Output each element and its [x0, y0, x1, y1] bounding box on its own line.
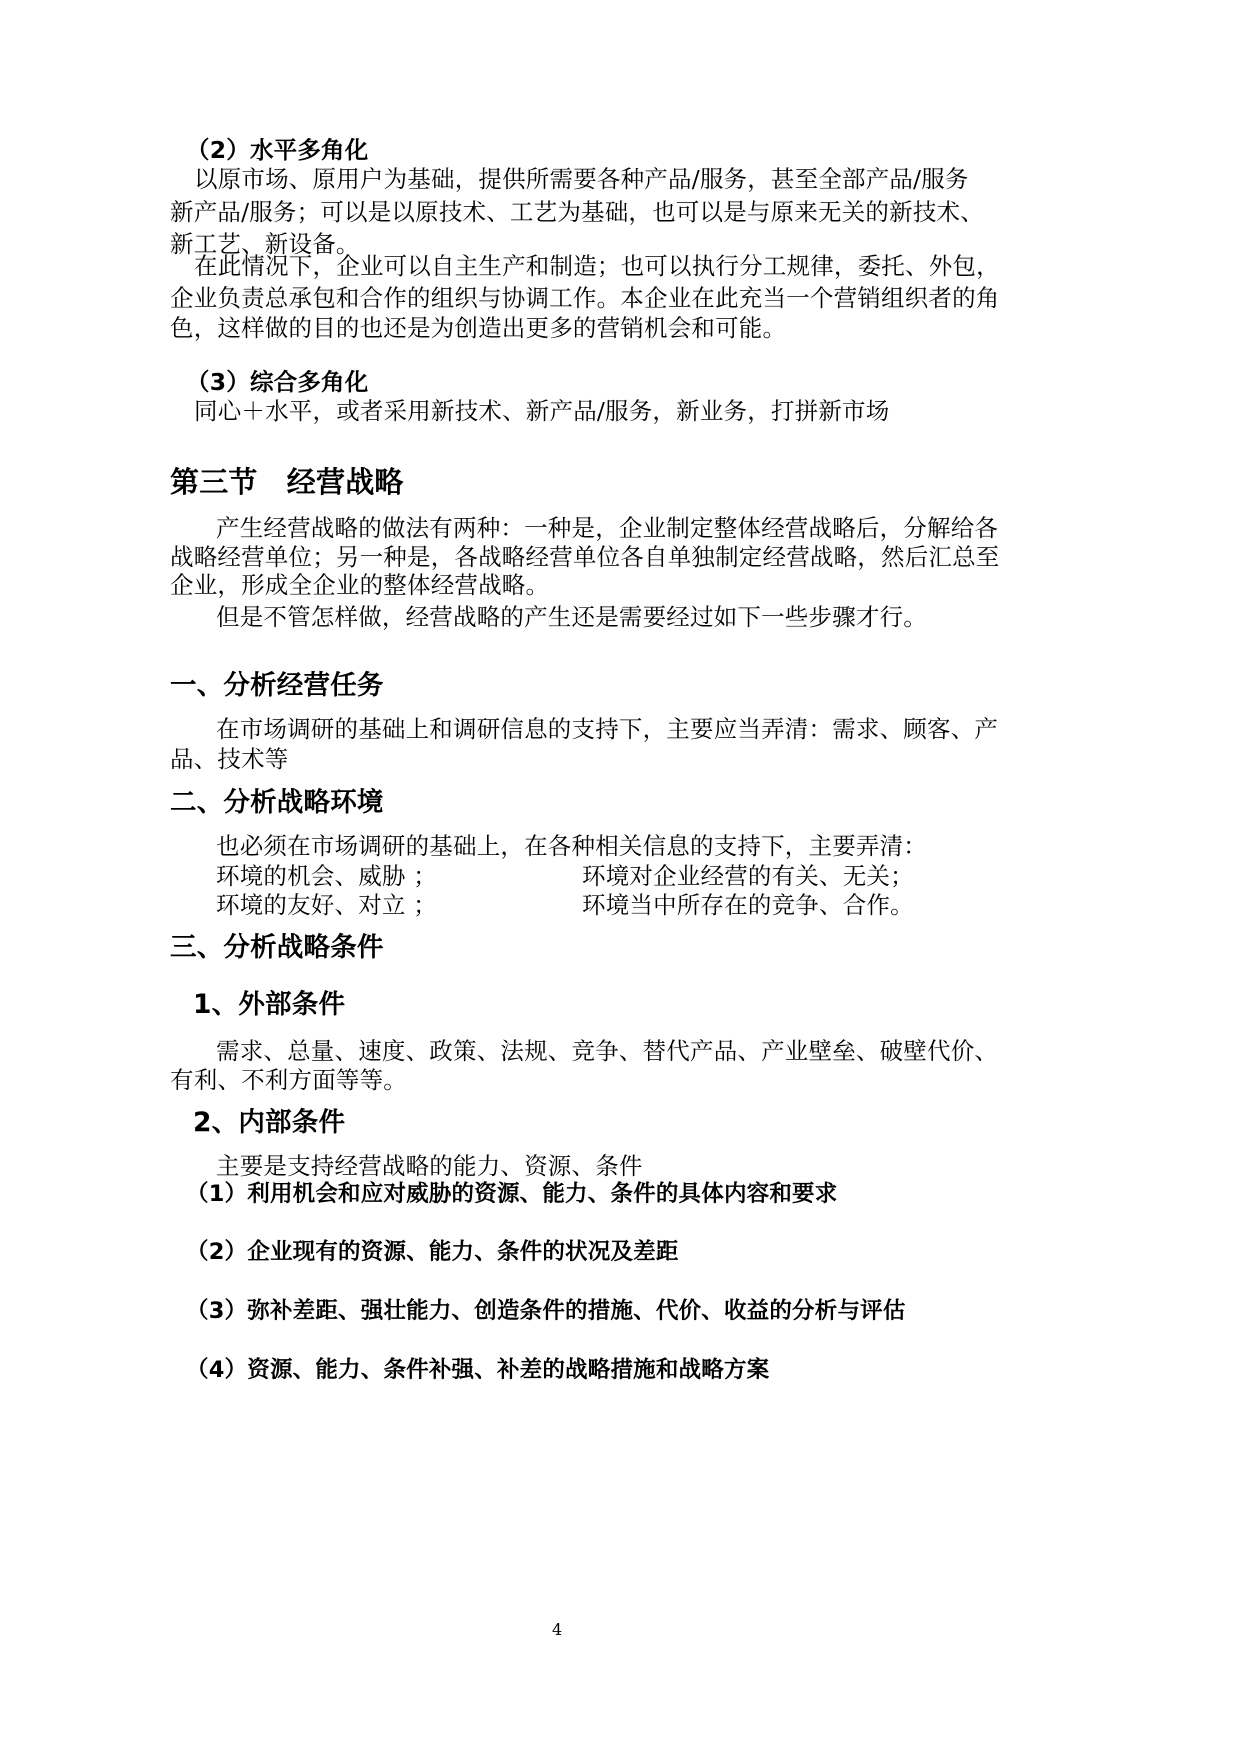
paragraph-line: 以原市场、原用户为基础，提供所需要各种产品/服务，甚至全部产品/服务 [194, 165, 969, 193]
heading-analyze-business-mission: 一、分析经营任务 [170, 670, 384, 701]
paragraph-line: 在市场调研的基础上和调研信息的支持下，主要应当弄清：需求、顾客、产 [216, 715, 999, 743]
paragraph-line: 产生经营战略的做法有两种：一种是，企业制定整体经营战略后，分解给各 [216, 514, 999, 542]
subsection-heading-horizontal-diversification: （2）水平多角化 [186, 136, 369, 164]
subsection-heading-comprehensive-diversification: （3）综合多角化 [186, 368, 369, 396]
paragraph-line: 战略经营单位；另一种是，各战略经营单位各自单独制定经营战略，然后汇总至 [170, 543, 1000, 571]
environment-item: 环境对企业经营的有关、无关； [582, 862, 914, 890]
heading-internal-conditions: 2、内部条件 [193, 1107, 346, 1138]
internal-condition-item: （4）资源、能力、条件补强、补差的战略措施和战略方案 [186, 1357, 770, 1383]
paragraph-line: 需求、总量、速度、政策、法规、竞争、替代产品、产业壁垒、破壁代价、 [216, 1037, 999, 1065]
heading-external-conditions: 1、外部条件 [193, 989, 346, 1020]
paragraph-line: 色，这样做的目的也还是为创造出更多的营销机会和可能。 [170, 314, 787, 342]
environment-item: 环境当中所存在的竞争、合作。 [582, 891, 914, 919]
internal-condition-item: （1）利用机会和应对威胁的资源、能力、条件的具体内容和要求 [186, 1181, 838, 1207]
heading-analyze-strategic-conditions: 三、分析战略条件 [170, 932, 384, 963]
paragraph-line: 同心＋水平，或者采用新技术、新产品/服务，新业务，打拼新市场 [194, 397, 890, 425]
environment-item: 环境的机会、威胁 ； [216, 862, 437, 890]
internal-condition-item: （3）弥补差距、强壮能力、创造条件的措施、代价、收益的分析与评估 [186, 1298, 906, 1324]
heading-analyze-strategic-environment: 二、分析战略环境 [170, 787, 384, 818]
paragraph-line: 企业，形成全企业的整体经营战略。 [170, 571, 550, 599]
section-title: 第三节 经营战略 [170, 465, 404, 499]
paragraph-line: 新产品/服务；可以是以原技术、工艺为基础，也可以是与原来无关的新技术、 [170, 198, 984, 226]
paragraph-line: 在此情况下，企业可以自主生产和制造；也可以执行分工规律，委托、外包， [194, 252, 1000, 280]
internal-condition-item: （2）企业现有的资源、能力、条件的状况及差距 [186, 1239, 679, 1265]
paragraph-line: 有利、不利方面等等。 [170, 1066, 407, 1094]
environment-item: 环境的友好、对立 ； [216, 891, 437, 919]
paragraph-line: 新工艺、新设备。 [170, 230, 360, 258]
paragraph-line: 企业负责总承包和合作的组织与协调工作。本企业在此充当一个营销组织者的角 [170, 284, 1000, 312]
paragraph-line: 也必须在市场调研的基础上，在各种相关信息的支持下，主要弄清： [216, 832, 927, 860]
page-number: 4 [552, 1620, 563, 1639]
paragraph-line: 但是不管怎样做，经营战略的产生还是需要经过如下一些步骤才行。 [216, 603, 927, 631]
paragraph-line: 品、技术等 [170, 745, 289, 773]
paragraph-line: 主要是支持经营战略的能力、资源、条件 [216, 1152, 643, 1180]
